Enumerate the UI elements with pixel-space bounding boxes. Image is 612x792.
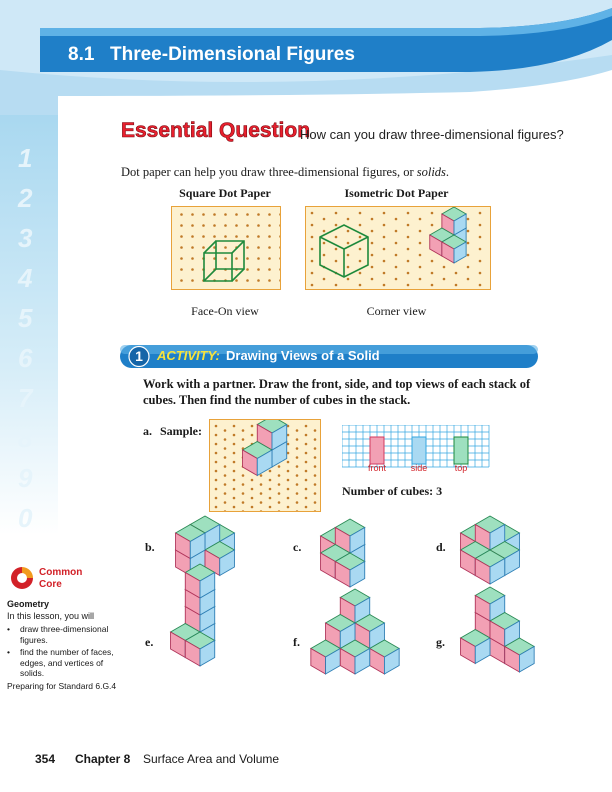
stack-c — [321, 519, 365, 587]
stack-e — [171, 564, 215, 666]
bg-digit: 2 — [18, 183, 33, 213]
part-b-label: b. — [145, 540, 155, 554]
part-f-label: f. — [293, 635, 300, 649]
bg-digit: 0 — [18, 503, 33, 533]
stack-g — [461, 587, 535, 672]
lesson-title: Three-Dimensional Figures — [110, 44, 355, 65]
activity-instructions: Work with a partner. Draw the front, side, and top views of each stack of cubes. Then find the number of cubes in the stack. — [143, 377, 531, 407]
bg-digit: 8 — [18, 423, 33, 453]
intro-emphasis: solids — [416, 165, 446, 179]
side-view-label: side — [410, 463, 428, 473]
common-core-title: Common — [39, 567, 83, 578]
common-core-icon — [9, 565, 35, 591]
part-a-label: a. — [143, 424, 152, 438]
sidebar-subject: Geometry — [7, 599, 50, 609]
isometric-dot-title: Isometric Dot Paper — [344, 186, 449, 200]
chapter-label: Chapter 8 — [75, 752, 131, 766]
bg-digit: 3 — [18, 223, 33, 253]
isometric-caption: Corner view — [366, 304, 427, 318]
bg-digit: 1 — [18, 143, 33, 173]
front-view-label: front — [367, 463, 387, 473]
essential-question-label: Essential Question — [121, 119, 311, 142]
intro-end: . — [445, 165, 450, 179]
essential-question-text: How can you draw three-dimensional figures? — [300, 127, 564, 142]
square-caption: Face-On view — [191, 304, 259, 318]
activity-label: ACTIVITY: — [157, 348, 220, 363]
common-core-title: Core — [39, 579, 62, 590]
bullet-text: find the number of faces, edges, and vertices of solids. — [20, 647, 114, 678]
bg-digit: 5 — [18, 303, 33, 333]
part-g-label: g. — [436, 635, 445, 649]
sidebar-intro: In this lesson, you will — [7, 611, 95, 621]
bg-digit: 4 — [18, 263, 33, 293]
number-of-cubes: Number of cubes: 3 — [342, 484, 443, 498]
stack-d — [461, 516, 520, 584]
bg-digit: 9 — [18, 463, 33, 493]
part-d-label: d. — [436, 540, 446, 554]
page-number: 354 — [35, 752, 56, 766]
lesson-number: 8.1 — [68, 44, 95, 65]
top-view-label: top — [454, 463, 468, 473]
activity-title: Drawing Views of a Solid — [226, 348, 380, 363]
sidebar-prep: Preparing for Standard 6.G.4 — [7, 681, 117, 691]
part-e-label: e. — [145, 635, 154, 649]
chapter-title: Surface Area and Volume — [143, 752, 280, 766]
bg-digit: 6 — [18, 343, 33, 373]
part-c-label: c. — [293, 540, 302, 554]
bg-digit: 7 — [18, 383, 33, 413]
stack-f — [311, 589, 399, 674]
activity-number: 1 — [135, 348, 143, 364]
intro-main: Dot paper can help you draw three-dimensional figures, or — [121, 165, 414, 179]
bullet-text: draw three-dimensional figures. — [20, 624, 109, 645]
square-dot-title: Square Dot Paper — [179, 186, 271, 200]
sample-label: Sample: — [160, 424, 202, 438]
